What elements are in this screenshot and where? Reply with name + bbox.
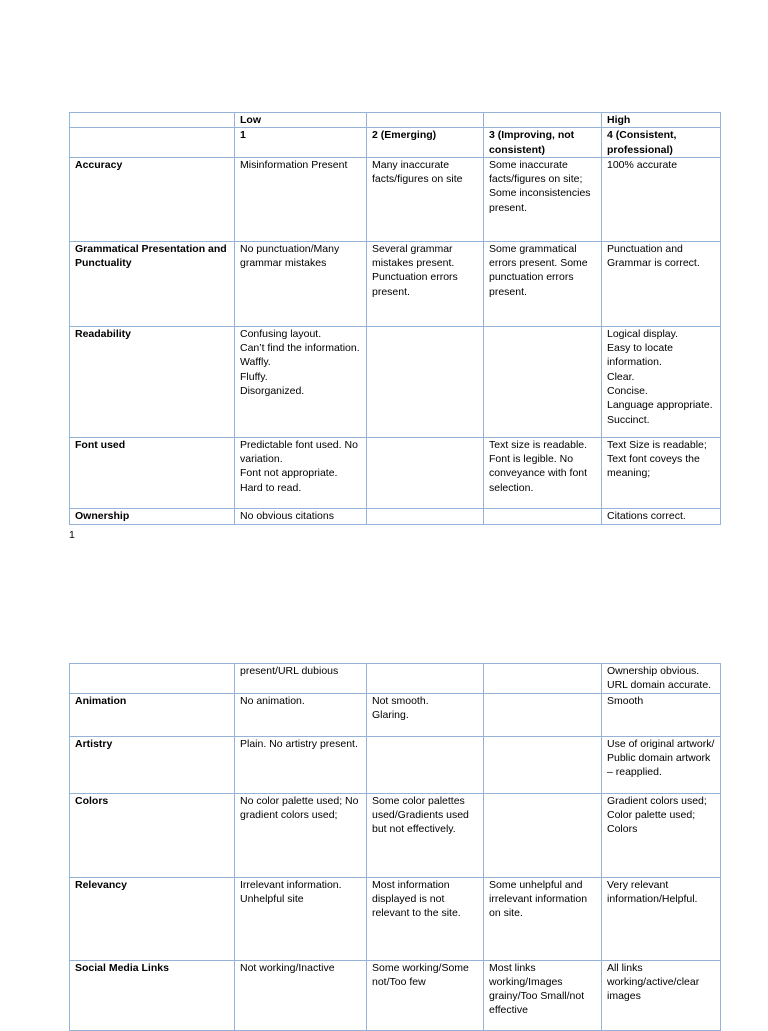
rubric-cell: No punctuation/Many grammar mistakes: [235, 241, 367, 326]
rubric-cell: Gradient colors used; Color palette used; Colors: [602, 793, 721, 877]
header-cell: [484, 113, 602, 128]
rubric-cell: Punctuation and Grammar is correct.: [602, 241, 721, 326]
rubric-cell: No obvious citations: [235, 508, 367, 524]
rubric-cell: Text Size is readable; Text font coveys the meaning;: [602, 437, 721, 508]
rubric-cell: Most information displayed is not relevant to the site.: [367, 877, 484, 960]
rubric-cell: Smooth: [602, 693, 721, 736]
criterion-cell: Relevancy: [70, 877, 235, 960]
table-row: [70, 960, 721, 1030]
rubric-cell: Predictable font used. No variation. Font not appropriate. Hard to read.: [235, 437, 367, 508]
header-cell: [70, 128, 235, 158]
rubric-cell: Logical display. Easy to locate information. Clear. Concise. Language appropriate. Succinct.: [602, 326, 721, 437]
rubric-cell: Not working/Inactive: [235, 960, 367, 1030]
header-cell: Low: [235, 113, 367, 128]
header-cell: 2 (Emerging): [367, 128, 484, 158]
rubric-cell: Text size is readable. Font is legible. No conveyance with font selection.: [484, 437, 602, 508]
rubric-cell: Ownership obvious. URL domain accurate.: [602, 664, 721, 694]
rubric-cell: [484, 736, 602, 793]
header-cell: 4 (Consistent, professional): [602, 128, 721, 158]
header-cell: 1: [235, 128, 367, 158]
header-row-scores: [70, 128, 721, 158]
criterion-cell: Ownership: [70, 508, 235, 524]
header-cell: [367, 113, 484, 128]
rubric-cell: present/URL dubious: [235, 664, 367, 694]
header-cell: High: [602, 113, 721, 128]
rubric-cell: [484, 793, 602, 877]
rubric-cell: Most links working/Images grainy/Too Small/not effective: [484, 960, 602, 1030]
rubric-table-part-1: [69, 112, 721, 525]
rubric-cell: [367, 736, 484, 793]
criterion-cell: Font used: [70, 437, 235, 508]
page-number: 1: [69, 529, 75, 541]
rubric-cell: No color palette used; No gradient colors used;: [235, 793, 367, 877]
rubric-table-part-2: [69, 663, 721, 1031]
table-row: [70, 693, 721, 736]
rubric-cell: Many inaccurate facts/figures on site: [367, 157, 484, 241]
rubric-cell: Several grammar mistakes present. Punctuation errors present.: [367, 241, 484, 326]
rubric-cell: [367, 437, 484, 508]
rubric-cell: Plain. No artistry present.: [235, 736, 367, 793]
table-row: [70, 326, 721, 437]
rubric-cell: Some color palettes used/Gradients used but not effectively.: [367, 793, 484, 877]
rubric-cell: All links working/active/clear images: [602, 960, 721, 1030]
table-row: [70, 241, 721, 326]
rubric-cell: Misinformation Present: [235, 157, 367, 241]
criterion-cell: Readability: [70, 326, 235, 437]
rubric-cell: [484, 508, 602, 524]
criterion-cell: Colors: [70, 793, 235, 877]
criterion-cell: [70, 664, 235, 694]
criterion-cell: Animation: [70, 693, 235, 736]
rubric-cell: Some grammatical errors present. Some punctuation errors present.: [484, 241, 602, 326]
rubric-cell: Very relevant information/Helpful.: [602, 877, 721, 960]
rubric-cell: Irrelevant information. Unhelpful site: [235, 877, 367, 960]
rubric-cell: Some unhelpful and irrelevant information on site.: [484, 877, 602, 960]
header-cell: [70, 113, 235, 128]
table-row: [70, 437, 721, 508]
rubric-cell: No animation.: [235, 693, 367, 736]
table-row: [70, 508, 721, 524]
table-row: [70, 157, 721, 241]
criterion-cell: Accuracy: [70, 157, 235, 241]
rubric-cell: Some inaccurate facts/figures on site; Some inconsistencies present.: [484, 157, 602, 241]
rubric-cell: [484, 693, 602, 736]
rubric-cell: Some working/Some not/Too few: [367, 960, 484, 1030]
table-row: [70, 793, 721, 877]
rubric-cell: Not smooth. Glaring.: [367, 693, 484, 736]
rubric-cell: [484, 326, 602, 437]
rubric-cell: Confusing layout. Can’t find the information. Waffly. Fluffy. Disorganized.: [235, 326, 367, 437]
header-cell: 3 (Improving, not consistent): [484, 128, 602, 158]
rubric-cell: [367, 326, 484, 437]
table-row: [70, 877, 721, 960]
header-row-level-labels: [70, 113, 721, 128]
rubric-cell: [367, 664, 484, 694]
table-row: [70, 736, 721, 793]
table-row: [70, 664, 721, 694]
criterion-cell: Social Media Links: [70, 960, 235, 1030]
criterion-cell: Artistry: [70, 736, 235, 793]
rubric-cell: [484, 664, 602, 694]
rubric-cell: Citations correct.: [602, 508, 721, 524]
rubric-cell: [367, 508, 484, 524]
rubric-cell: 100% accurate: [602, 157, 721, 241]
rubric-cell: Use of original artwork/ Public domain artwork – reapplied.: [602, 736, 721, 793]
criterion-cell: Grammatical Presentation and Punctuality: [70, 241, 235, 326]
